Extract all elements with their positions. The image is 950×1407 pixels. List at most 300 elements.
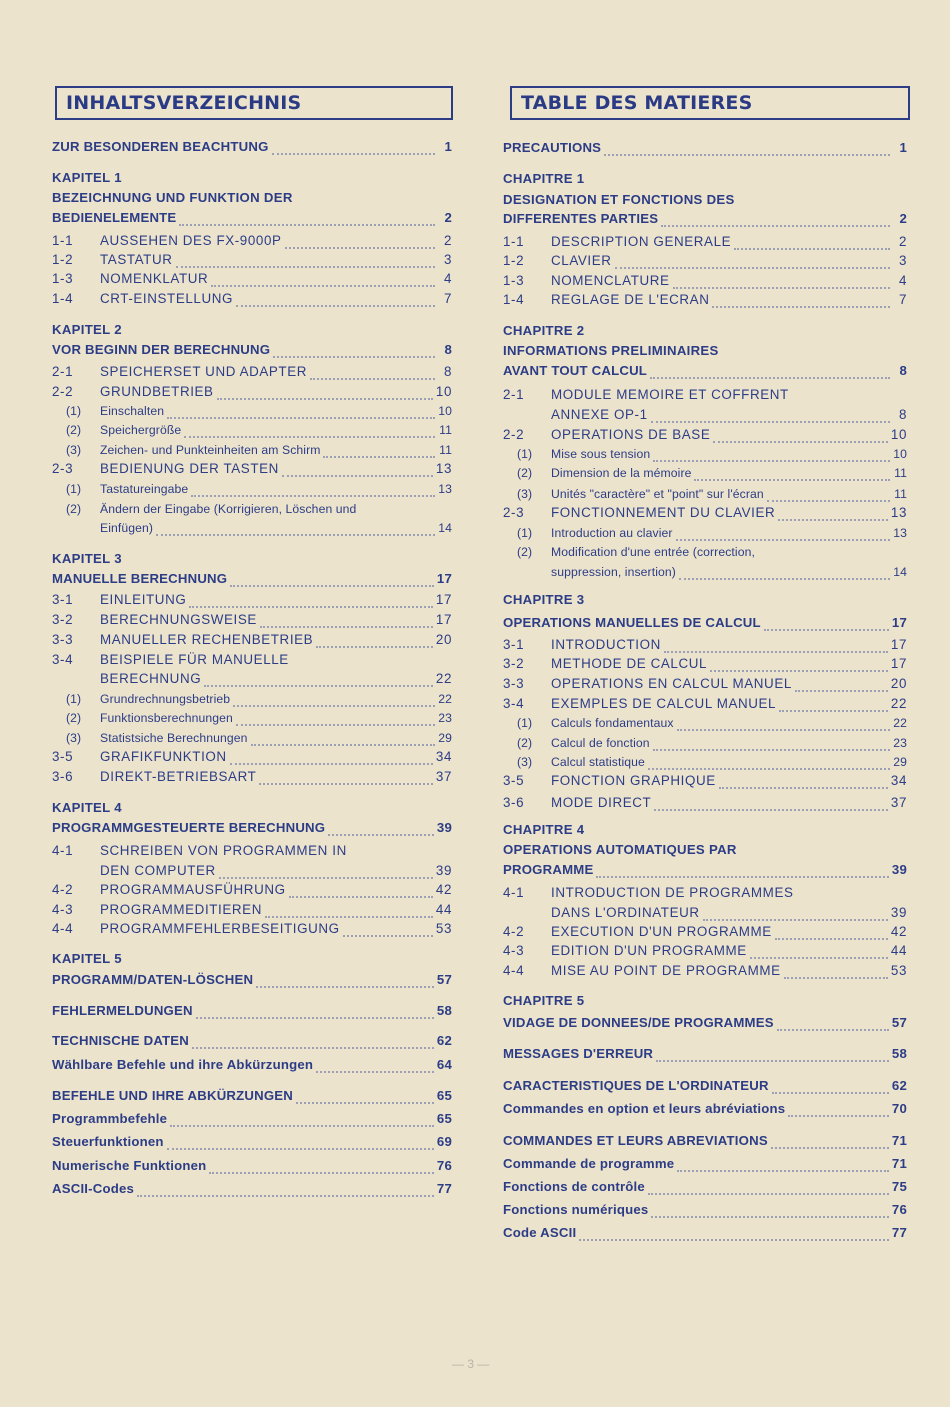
toc-entry-text: EXECUTION D'UN PROGRAMME [551,924,772,939]
toc-entry-text: Introduction au clavier [551,526,673,540]
dot-leader [176,254,436,268]
toc-entry-page: 13 [438,482,452,496]
toc-entry [52,972,452,988]
toc-entry-text: PROGRAMMEDITIEREN [100,902,262,917]
toc-entry-text: Mise sous tension [551,447,651,461]
toc-entry [503,1015,907,1031]
toc-entry-text: CHAPITRE 5 [503,993,585,1008]
dot-leader [230,751,433,765]
dot-leader [651,1204,889,1218]
toc-entry [52,730,452,746]
toc-entry-text: SCHREIBEN VON PROGRAMMEN IN [100,843,347,858]
toc-entry [52,551,452,567]
toc-entry [503,486,907,502]
toc-entry-text: KAPITEL 4 [52,800,122,815]
toc-entry-page: 22 [438,692,452,706]
toc-entry [52,882,452,898]
dot-leader [654,797,888,811]
toc-entry [503,822,907,838]
toc-entry-page: 53 [435,921,452,936]
dot-leader [653,737,890,751]
dot-leader [170,1113,434,1127]
toc-entry [503,1202,907,1218]
dot-leader [316,634,433,648]
toc-entry-text: VIDAGE DE DONNEES/DE PROGRAMMES [503,1015,774,1030]
toc-entry-text: Fonctions de contrôle [503,1179,645,1194]
toc-entry-number: (2) [66,502,82,516]
toc-entry [52,461,452,477]
toc-entry [503,292,907,308]
dot-leader [289,884,433,898]
dot-leader [285,235,435,249]
dot-leader [712,294,890,308]
toc-entry [52,1057,452,1073]
toc-entry-number: (2) [517,736,533,750]
dot-leader [189,594,433,608]
toc-entry [52,749,452,765]
toc-entry-number: 4-1 [503,885,525,900]
toc-entry-text: BERECHNUNGSWEISE [100,612,257,627]
toc-entry-page: 65 [436,1088,452,1103]
toc-entry-number: 2-2 [503,427,525,442]
dot-leader [734,236,890,250]
dot-leader [251,732,436,746]
dot-leader [179,212,435,226]
toc-entry-page: 22 [435,671,452,686]
toc-entry [52,364,452,380]
toc-entry-page: 11 [894,487,907,501]
toc-entry-page: 71 [891,1133,907,1148]
dot-leader [750,945,888,959]
toc-entry-text: PRECAUTIONS [503,140,602,155]
toc-entry [52,571,452,587]
toc-entry-text: OPERATIONS EN CALCUL MANUEL [551,676,792,691]
toc-entry-number: 3-1 [503,637,525,652]
dot-leader [656,1048,889,1062]
dot-leader [596,864,888,878]
toc-entry-text: CHAPITRE 2 [503,323,585,338]
toc-entry-page: 57 [436,972,452,987]
toc-entry [52,1158,452,1174]
toc-entry [503,564,907,580]
toc-entry [52,170,452,186]
toc-entry-page: 42 [890,924,907,939]
toc-entry-text: DIFFERENTES PARTIES [503,211,659,226]
toc-entry-page: 62 [436,1033,452,1048]
toc-title-german: INHALTSVERZEICHNIS [55,86,453,120]
toc-entry [503,387,907,403]
toc-entry-number: 3-6 [52,769,74,784]
toc-entry-text: OPERATIONS AUTOMATIQUES PAR [503,842,737,857]
toc-entry-page: 13 [435,461,452,476]
toc-entry-page: 10 [435,384,452,399]
toc-title-french: TABLE DES MATIERES [510,86,910,120]
toc-entry [503,715,907,731]
toc-entry-number: 1-2 [52,252,74,267]
dot-leader [788,1103,889,1117]
toc-entry-number: 3-1 [52,592,74,607]
dot-leader [323,444,435,458]
toc-entry [503,1179,907,1195]
toc-entry-page: 34 [890,773,907,788]
dot-leader [343,923,433,937]
dot-leader [650,365,890,379]
toc-entry [503,924,907,940]
toc-entry [503,905,907,921]
toc-entry-page: 29 [438,731,452,745]
toc-entry-text: PROGRAMM/DATEN-LÖSCHEN [52,972,254,987]
toc-entry-text: CHAPITRE 4 [503,822,585,837]
dot-leader [719,775,888,789]
toc-entry [52,1111,452,1127]
toc-entry [52,921,452,937]
toc-entry-number: 3-2 [503,656,525,671]
toc-entry-number: (1) [66,482,82,496]
toc-entry-number: (1) [66,692,82,706]
toc-entry-text: PROGRAMMGESTEUERTE BERECHNUNG [52,820,326,835]
toc-entry-text: FEHLERMELDUNGEN [52,1003,193,1018]
toc-entry [52,632,452,648]
toc-entry-text: Fonctions numériques [503,1202,649,1217]
dot-leader [771,1135,889,1149]
toc-entry-text: Steuerfunktionen [52,1134,164,1149]
toc-entry-number: 2-3 [503,505,525,520]
dot-leader [211,273,435,287]
toc-entry-number: 3-2 [52,612,74,627]
toc-entry-text: MANUELLE BERECHNUNG [52,571,228,586]
toc-entry [52,322,452,338]
dot-leader [784,965,888,979]
toc-entry-text: Tastatureingabe [100,482,189,496]
toc-entry-text: TASTATUR [100,252,173,267]
toc-entry-number: (1) [66,404,82,418]
toc-entry-page: 13 [893,526,907,540]
toc-entry-text: Dimension de la mémoire [551,466,692,480]
toc-entry [52,652,452,668]
toc-entry-page: 7 [443,291,452,306]
toc-entry-text: Numerische Funktionen [52,1158,207,1173]
toc-entry [52,800,452,816]
toc-entry-text: PROGRAMMAUSFÜHRUNG [100,882,286,897]
dot-leader [676,527,890,541]
toc-entry-page: 17 [435,592,452,607]
toc-entry-text: KAPITEL 1 [52,170,122,185]
toc-entry [52,384,452,400]
toc-entry-page: 20 [890,676,907,691]
toc-entry-page: 37 [890,795,907,810]
toc-entry [503,525,907,541]
toc-entry [503,234,907,250]
toc-entry-page: 37 [435,769,452,784]
toc-entry-text: AUSSEHEN DES FX-9000P [100,233,282,248]
toc-entry-page: 44 [435,902,452,917]
dot-leader [604,142,890,156]
toc-entry-text: INTRODUCTION DE PROGRAMMES [551,885,794,900]
toc-entry [503,637,907,653]
toc-entry [503,656,907,672]
toc-entry [503,427,907,443]
toc-entry-page: 3 [443,252,452,267]
toc-entry-page: 39 [890,905,907,920]
toc-entry-text: ANNEXE OP-1 [551,407,648,422]
toc-entry-number: 4-3 [52,902,74,917]
dot-leader [767,488,890,502]
toc-entry-number: 1-4 [503,292,525,307]
dot-leader [259,771,433,785]
dot-leader [579,1227,889,1241]
toc-entry-text: EINLEITUNG [100,592,187,607]
dot-leader [778,507,888,521]
toc-entry-number: 3-6 [503,795,525,810]
toc-entry-number: (3) [66,443,82,457]
toc-entry-number: 4-3 [503,943,525,958]
dot-leader [328,822,434,836]
toc-entry [503,676,907,692]
toc-entry-number: 4-1 [52,843,74,858]
toc-entry [52,520,452,536]
toc-entry-page: 17 [891,615,907,630]
toc-entry-page: 20 [435,632,452,647]
toc-entry-text: OPERATIONS MANUELLES DE CALCUL [503,615,761,630]
toc-entry [52,210,452,226]
toc-entry-text: PROGRAMME [503,862,594,877]
toc-entry [503,407,907,423]
toc-entry [52,710,452,726]
toc-entry [503,1156,907,1172]
toc-entry-page: 14 [893,565,907,579]
toc-entry-text: CRT-EINSTELLUNG [100,291,234,306]
toc-entry [52,1181,452,1197]
dot-leader [648,756,890,770]
toc-entry-number: 1-4 [52,291,74,306]
dot-leader [777,1017,889,1031]
toc-entry-number: 3-3 [503,676,525,691]
toc-entry-text: CARACTERISTIQUES DE L'ORDINATEUR [503,1078,769,1093]
dot-leader [648,1181,889,1195]
toc-entry [503,1225,907,1241]
toc-entry [503,363,907,379]
toc-entry-page: 58 [436,1003,452,1018]
toc-entry-page: 39 [435,863,452,878]
toc-entry [52,1134,452,1150]
toc-entry [503,885,907,901]
toc-entry-text: Ändern der Eingabe (Korrigieren, Löschen und [100,502,357,516]
dot-leader [184,424,435,438]
dot-leader [273,344,435,358]
toc-entry-number: 2-2 [52,384,74,399]
toc-entry [503,343,907,359]
toc-entry-number: 4-2 [52,882,74,897]
toc-entry [503,192,907,208]
toc-entry [503,943,907,959]
dot-leader [156,522,435,536]
dot-leader [167,405,435,419]
toc-entry-number: 3-5 [503,773,525,788]
toc-entry-text: Zeichen- und Punkteinheiten am Schirm [100,443,321,457]
toc-entry-text: Programmbefehle [52,1111,168,1126]
toc-entry [503,754,907,770]
toc-entry-text: BEFEHLE UND IHRE ABKÜRZUNGEN [52,1088,294,1103]
toc-entry-text: BEZEICHNUNG UND FUNKTION DER [52,190,293,205]
toc-entry-text: MISE AU POINT DE PROGRAMME [551,963,781,978]
toc-entry-text: MANUELLER RECHENBETRIEB [100,632,314,647]
toc-entry-page: 17 [890,656,907,671]
dot-leader [677,1158,889,1172]
toc-entry-text: METHODE DE CALCUL [551,656,708,671]
toc-entry [503,140,907,156]
toc-entry-text: ASCII-Codes [52,1181,135,1196]
toc-entry [52,422,452,438]
toc-entry [503,615,907,631]
toc-entry-text: Modification d'une entrée (correction, [551,545,755,559]
toc-entry [503,773,907,789]
toc-entry-text: COMMANDES ET LEURS ABREVIATIONS [503,1133,768,1148]
toc-entry [52,139,452,155]
toc-entry-page: 8 [443,364,452,379]
toc-entry-text: PROGRAMMFEHLERBESEITIGUNG [100,921,340,936]
toc-entry-number: (1) [517,716,533,730]
toc-entry-page: 62 [891,1078,907,1093]
dot-leader [230,573,434,587]
toc-entry-text: CLAVIER [551,253,612,268]
toc-entry [503,544,907,560]
toc-entry [503,1078,907,1094]
toc-entry-page: 34 [435,749,452,764]
toc-entry-page: 10 [438,404,452,418]
toc-entry-text: OPERATIONS DE BASE [551,427,711,442]
toc-entry-text: Calcul statistique [551,755,645,769]
dot-leader [192,1035,434,1049]
toc-entry-text: BEDIENUNG DER TASTEN [100,461,279,476]
toc-entry-number: (2) [517,466,533,480]
toc-entry [52,863,452,879]
toc-entry-number: (2) [517,545,533,559]
dot-leader [209,1160,434,1174]
toc-entry-text: DESIGNATION ET FONCTIONS DES [503,192,735,207]
toc-entry-number: 4-4 [503,963,525,978]
toc-entry-text: Calcul de fonction [551,736,650,750]
toc-entry-page: 75 [891,1179,907,1194]
dot-leader [679,566,890,580]
toc-entry-number: (3) [66,731,82,745]
toc-entry-text: Speichergröße [100,423,182,437]
toc-entry-page: 4 [898,273,907,288]
toc-entry [52,342,452,358]
toc-entry [52,190,452,206]
toc-entry-text: Funktionsberechnungen [100,711,233,725]
dot-leader [282,463,433,477]
toc-entry-page: 65 [436,1111,452,1126]
toc-entry-page: 11 [439,423,452,437]
dot-leader [677,717,890,731]
toc-entry-page: 53 [890,963,907,978]
toc-entry-text: CHAPITRE 3 [503,592,585,607]
toc-entry [503,446,907,462]
toc-entry-number: 2-1 [503,387,525,402]
toc-entry-page: 69 [436,1134,452,1149]
toc-entry [52,1003,452,1019]
toc-entry-page: 4 [443,271,452,286]
dot-leader [260,614,433,628]
toc-entry [52,592,452,608]
dot-leader [204,673,433,687]
toc-entry-text: KAPITEL 5 [52,951,122,966]
toc-entry-text: Commandes en option et leurs abréviations [503,1101,786,1116]
page-number: — 3 — [452,1357,490,1371]
toc-entry-text: FONCTION GRAPHIQUE [551,773,716,788]
toc-entry-page: 76 [891,1202,907,1217]
toc-entry-text: AVANT TOUT CALCUL [503,363,648,378]
dot-leader [664,639,888,653]
toc-entry-text: Wählbare Befehle und ihre Abkürzungen [52,1057,314,1072]
toc-entry-page: 71 [891,1156,907,1171]
toc-entry-text: Calculs fondamentaux [551,716,674,730]
dot-leader [661,213,890,227]
toc-entry [52,902,452,918]
toc-entry-number: 1-3 [503,273,525,288]
toc-entry [52,271,452,287]
dot-leader [651,409,890,423]
toc-entry [503,963,907,979]
toc-entry-page: 39 [891,862,907,877]
toc-entry-text: Commande de programme [503,1156,675,1171]
toc-entry [52,252,452,268]
toc-entry-text: DIREKT-BETRIEBSART [100,769,257,784]
toc-entry-number: 1-1 [503,234,525,249]
toc-entry-page: 3 [898,253,907,268]
toc-entry [503,505,907,521]
toc-entry [52,843,452,859]
toc-entry-number: 4-2 [503,924,525,939]
toc-entry [503,171,907,187]
toc-entry-page: 14 [438,521,452,535]
dot-leader [764,617,889,631]
toc-entry [503,592,907,608]
toc-entry-text: Code ASCII [503,1225,577,1240]
toc-entry-text: Grundrechnungsbetrieb [100,692,231,706]
toc-entry-text: Einschalten [100,404,165,418]
toc-entry-text: GRUNDBETRIEB [100,384,214,399]
toc-entry-text: SPEICHERSET UND ADAPTER [100,364,308,379]
dot-leader [219,865,433,879]
toc-entry-page: 11 [439,443,452,457]
toc-entry-page: 77 [436,1181,452,1196]
dot-leader [191,483,435,497]
toc-entry-page: 22 [893,716,907,730]
dot-leader [236,712,435,726]
toc-entry-page: 13 [890,505,907,520]
toc-entry-text: MESSAGES D'ERREUR [503,1046,654,1061]
toc-entry [503,323,907,339]
toc-entry-text: INTRODUCTION [551,637,661,652]
dot-leader [703,907,888,921]
dot-leader [196,1005,434,1019]
toc-entry-page: 2 [899,211,907,226]
dot-leader [795,678,888,692]
toc-entry [52,820,452,836]
toc-entry-text: CHAPITRE 1 [503,171,585,186]
toc-entry [503,735,907,751]
toc-entry [52,1088,452,1104]
toc-entry-number: (2) [66,423,82,437]
dot-leader [775,926,888,940]
toc-entry-page: 17 [436,571,452,586]
toc-entry-text: BERECHNUNG [100,671,202,686]
toc-entry-number: 1-2 [503,253,525,268]
toc-entry [52,442,452,458]
toc-entry-number: 3-5 [52,749,74,764]
toc-entry-text: EDITION D'UN PROGRAMME [551,943,747,958]
